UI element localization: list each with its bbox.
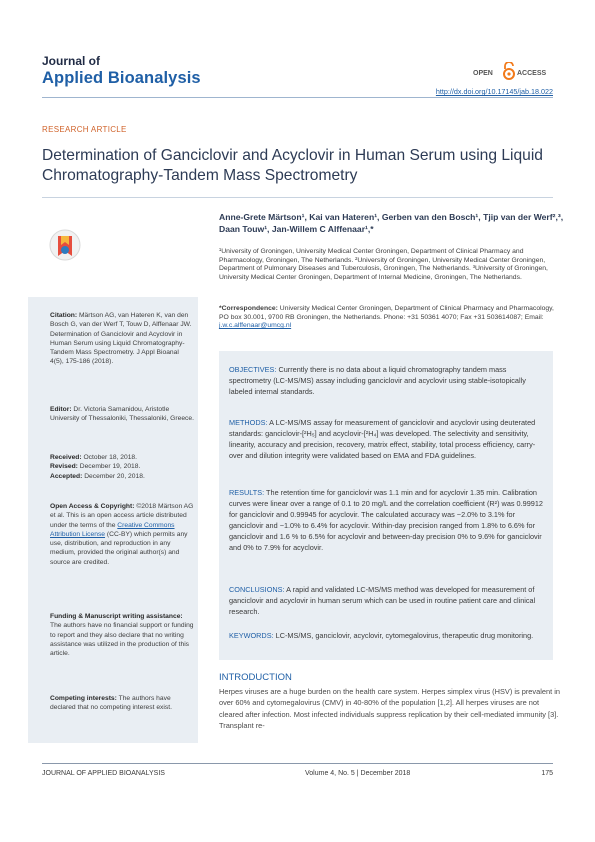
citation-block: Citation: Märtson AG, van Hateren K, van den Bosch G, van der Werf T, Touw D, Alffenaar JW. Determination of Ganciclovir and Acyclovir in Human Serum using Liquid Chromatography-Tandem Mass Spectrometry. J Appl Bioanal 4(5), 175-186 (2018). (50, 312, 192, 366)
article-title: Determination of Ganciclovir and Acyclovir in Human Serum using Liquid Chromatography-Tandem Mass Spectrometry (42, 147, 543, 184)
cc-license-link[interactable]: Creative Commons Attribution License (50, 521, 175, 538)
doi-link[interactable]: http://dx.doi.org/10.17145/jab.18.022 (435, 87, 553, 96)
email-link[interactable]: j.w.c.alffenaar@umcg.nl (219, 322, 292, 330)
journal-name-line1: Journal of (42, 54, 101, 68)
svg-text:ACCESS: ACCESS (517, 70, 547, 77)
funding-block: Funding & Manuscript writing assistance: The authors have no financial support or funding to report and they also declare that no writing assistance was utilized in the production of this article. (50, 613, 194, 658)
competing-interests-block: Competing interests: The authors have declared that no competing interest exist. (50, 695, 172, 712)
header-rule (42, 97, 553, 98)
open-access-logo (473, 62, 558, 82)
abstract-methods: METHODS: A LC-MS/MS assay for measurement of ganciclovir and acyclovir using deuterated standards: ganciclovir-[²H₅] and acyclovir-[²H₄] was developed. The selectivity and sensitivity, linearity, accuracy and precision, recovery, matrix effect, stability, total process efficiency, carry-over and dilution integrity were validated based on EMA and FDA guidelines. (229, 418, 536, 460)
correspondence: *Correspondence: University Medical Center Groningen, Department of Clinical Pharmacy and Pharmacology, PO box 30.001, 9700 RB Groningen, the Netherlands. Phone: +31 50361 4070; Fax +31 503614087; Email: j.w.c.alffenaar@umcg.nl (219, 305, 554, 330)
footer-rule (42, 763, 553, 764)
introduction-text: Herpes viruses are a huge burden on the health care system. Herpes simplex virus (HSV) is prevalent in over 60% and cytomegalovirus (CMV) in 40-80% of the population [1,2]. All herpes viruses are not cleared after infection. Most infected individuals suppress replication by their cell-mediated immunity [3]. Transplant re- (219, 687, 560, 730)
affiliations: ¹University of Groningen, University Medical Center Groningen, Department of Clinical Pharmacy and Pharmacology, Groningen, The Netherlands. ²University of Groningen, University Medical Center Groningen, Department of Pulmonary Diseases and Tuberculosis, Groningen, The Netherlands. ³University of Groningen, University Medical Center Groningen, Department of Internal Medicine, Groningen, The Netherlands. (219, 248, 548, 282)
author-list: Anne-Grete Märtson¹, Kai van Hateren¹, Gerben van den Bosch¹, Tjip van der Werf²,³, Daan Touw¹, Jan-Willem C Alffenaar¹,* (219, 212, 564, 234)
page-number: 175 (541, 770, 553, 777)
dates-block: Received: October 18, 2018. Revised: December 19, 2018. Accepted: December 20, 2018. (50, 454, 145, 480)
abstract-keywords: KEYWORDS: LC-MS/MS, ganciclovir, acyclovir, cytomegalovirus, therapeutic drug monitoring. (229, 631, 534, 640)
check-updates-icon[interactable] (48, 228, 82, 266)
footer-issue: Volume 4, No. 5 | December 2018 (305, 770, 411, 777)
abstract-objectives: OBJECTIVES: Currently there is no data about a liquid chromatography tandem mass spectrometry (LC-MS/MS) assay including ganciclovir and acyclovir using stable-isotopically labeled internal standards. (229, 365, 526, 396)
editor-block: Editor: Dr. Victoria Samanidou, Aristotle University of Thessaloniki, Thessaloniki, Greece. (50, 406, 194, 423)
abstract-results: RESULTS: The retention time for ganciclovir was 1.1 min and for acyclovir 1.35 min. Calibration curves were linear over a range of 0.1 to 20 mg/L and the correlation coefficient (R²) was 0.99912 for ganciclovir and 0.99945 for acyclovir. The calculated accuracy was −2.0% to 3.1% for ganciclovir and −1.0% to 6.4% for acyclovir. Within-day precision ranged from 1.8% to 6.6% for ganciclovir and 1.6 % to 6.5% for acyclovir and between-day precision 0% to 9.6% for ganciclovir and 0% to 7.9% for acyclovir. (229, 488, 543, 552)
svg-text:OPEN: OPEN (473, 70, 493, 77)
footer-journal: JOURNAL OF APPLIED BIOANALYSIS (42, 770, 165, 777)
abstract-conclusions: CONCLUSIONS: A rapid and validated LC-MS/MS method was developed for measurement of ganciclovir and acyclovir in human serum which can be used in routine patient care and clinical research. (229, 585, 536, 616)
journal-name-line2: Applied Bioanalysis (42, 69, 201, 87)
article-type: RESEARCH ARTICLE (42, 125, 127, 134)
title-rule (42, 197, 553, 198)
introduction-heading: INTRODUCTION (219, 672, 292, 683)
copyright-block: Open Access & Copyright: ©2018 Märtson AG et al. This is an open access article distributed under the terms of the Creative Commons Attribution License (CC-BY) which permits any use, distribution, and reproduction in any medium, provided the original author(s) and source are credited. (50, 503, 194, 566)
open-lock-icon (504, 62, 514, 79)
